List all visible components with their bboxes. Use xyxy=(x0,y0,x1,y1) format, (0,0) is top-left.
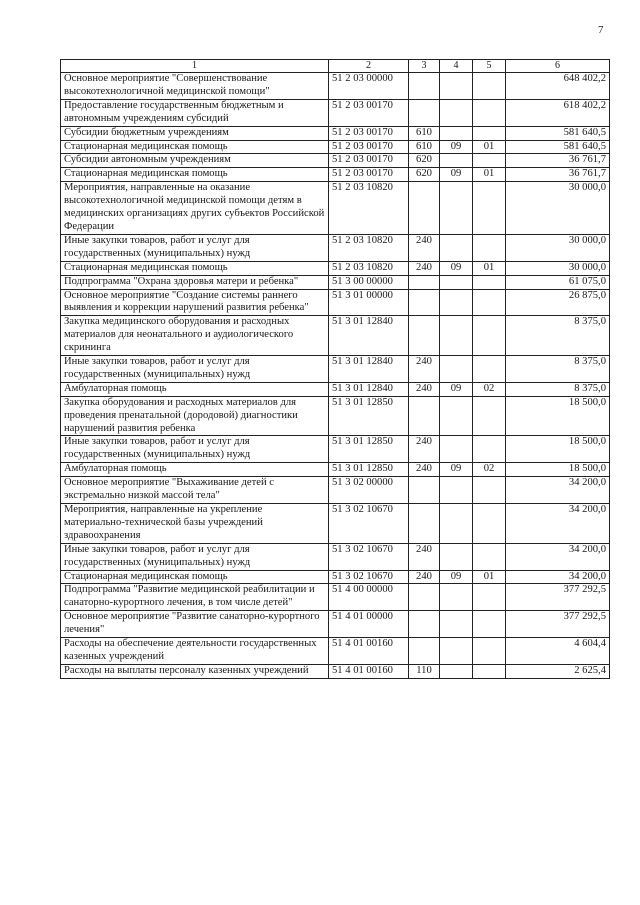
row-amount-cell: 30 000,0 xyxy=(506,182,610,235)
column-header-expense-type: 3 xyxy=(409,60,440,73)
row-amount-cell: 2 625,4 xyxy=(506,664,610,678)
row-expense-type-cell xyxy=(409,275,440,289)
row-code-cell: 51 4 01 00000 xyxy=(329,611,409,638)
row-subsection-cell xyxy=(473,543,506,570)
column-header-section: 4 xyxy=(440,60,473,73)
row-name-cell: Закупка оборудования и расходных материалов для проведения пренатальной (дородовой) диагностики нарушений развития ребенка xyxy=(61,396,329,436)
row-code-cell: 51 2 03 10820 xyxy=(329,234,409,261)
table-row xyxy=(61,463,610,477)
row-name-cell: Иные закупки товаров, работ и услуг для государственных (муниципальных) нужд xyxy=(61,356,329,383)
row-section-cell: 09 xyxy=(440,261,473,275)
row-section-cell xyxy=(440,477,473,504)
row-section-cell xyxy=(440,584,473,611)
row-name-cell: Амбулаторная помощь xyxy=(61,382,329,396)
row-subsection-cell xyxy=(473,504,506,544)
row-subsection-cell xyxy=(473,316,506,356)
row-expense-type-cell xyxy=(409,638,440,665)
row-section-cell xyxy=(440,73,473,100)
row-name-cell: Стационарная медицинская помощь xyxy=(61,140,329,154)
row-section-cell xyxy=(440,638,473,665)
table-row xyxy=(61,382,610,396)
table-row xyxy=(61,154,610,168)
row-code-cell: 51 4 01 00160 xyxy=(329,638,409,665)
row-name-cell: Стационарная медицинская помощь xyxy=(61,168,329,182)
row-amount-cell: 34 200,0 xyxy=(506,570,610,584)
row-section-cell xyxy=(440,611,473,638)
row-amount-cell: 36 761,7 xyxy=(506,154,610,168)
row-code-cell: 51 4 00 00000 xyxy=(329,584,409,611)
row-code-cell: 51 3 01 12840 xyxy=(329,316,409,356)
row-amount-cell: 34 200,0 xyxy=(506,504,610,544)
row-amount-cell: 26 875,0 xyxy=(506,289,610,316)
row-code-cell: 51 2 03 00170 xyxy=(329,126,409,140)
row-code-cell: 51 3 00 00000 xyxy=(329,275,409,289)
row-name-cell: Закупка медицинского оборудования и расходных материалов для неонатального и аудиологического скрининга xyxy=(61,316,329,356)
row-amount-cell: 18 500,0 xyxy=(506,396,610,436)
table-row xyxy=(61,261,610,275)
row-section-cell xyxy=(440,356,473,383)
row-section-cell: 09 xyxy=(440,382,473,396)
row-name-cell: Расходы на выплаты персоналу казенных учреждений xyxy=(61,664,329,678)
row-subsection-cell xyxy=(473,99,506,126)
row-code-cell: 51 3 01 12850 xyxy=(329,396,409,436)
row-expense-type-cell xyxy=(409,182,440,235)
row-name-cell: Амбулаторная помощь xyxy=(61,463,329,477)
row-expense-type-cell xyxy=(409,99,440,126)
row-amount-cell: 30 000,0 xyxy=(506,261,610,275)
row-expense-type-cell xyxy=(409,289,440,316)
row-code-cell: 51 4 01 00160 xyxy=(329,664,409,678)
row-code-cell: 51 2 03 00000 xyxy=(329,73,409,100)
row-amount-cell: 61 075,0 xyxy=(506,275,610,289)
row-subsection-cell xyxy=(473,356,506,383)
budget-table xyxy=(60,59,610,679)
row-section-cell xyxy=(440,504,473,544)
row-section-cell xyxy=(440,436,473,463)
row-name-cell: Стационарная медицинская помощь xyxy=(61,570,329,584)
row-name-cell: Стационарная медицинская помощь xyxy=(61,261,329,275)
row-subsection-cell xyxy=(473,584,506,611)
row-expense-type-cell xyxy=(409,477,440,504)
row-name-cell: Субсидии автономным учреждениям xyxy=(61,154,329,168)
row-amount-cell: 648 402,2 xyxy=(506,73,610,100)
table-row xyxy=(61,168,610,182)
table-row xyxy=(61,543,610,570)
column-header-subsection: 5 xyxy=(473,60,506,73)
row-section-cell xyxy=(440,234,473,261)
row-section-cell xyxy=(440,182,473,235)
row-section-cell xyxy=(440,126,473,140)
row-subsection-cell xyxy=(473,436,506,463)
row-amount-cell: 618 402,2 xyxy=(506,99,610,126)
row-amount-cell: 8 375,0 xyxy=(506,382,610,396)
row-amount-cell: 581 640,5 xyxy=(506,126,610,140)
column-header-code: 2 xyxy=(329,60,409,73)
table-row xyxy=(61,234,610,261)
table-row xyxy=(61,436,610,463)
row-name-cell: Подпрограмма "Охрана здоровья матери и ребенка" xyxy=(61,275,329,289)
row-subsection-cell xyxy=(473,638,506,665)
row-expense-type-cell xyxy=(409,611,440,638)
row-code-cell: 51 3 01 12840 xyxy=(329,382,409,396)
row-amount-cell: 581 640,5 xyxy=(506,140,610,154)
row-section-cell xyxy=(440,316,473,356)
row-name-cell: Иные закупки товаров, работ и услуг для государственных (муниципальных) нужд xyxy=(61,234,329,261)
row-name-cell: Мероприятия, направленные на укрепление материально-технической базы учреждений здравоохранения xyxy=(61,504,329,544)
row-code-cell: 51 3 01 12840 xyxy=(329,356,409,383)
row-code-cell: 51 3 02 00000 xyxy=(329,477,409,504)
row-expense-type-cell xyxy=(409,504,440,544)
table-row xyxy=(61,73,610,100)
row-amount-cell: 34 200,0 xyxy=(506,543,610,570)
row-expense-type-cell: 620 xyxy=(409,168,440,182)
row-name-cell: Иные закупки товаров, работ и услуг для государственных (муниципальных) нужд xyxy=(61,543,329,570)
row-amount-cell: 377 292,5 xyxy=(506,611,610,638)
row-section-cell xyxy=(440,289,473,316)
row-subsection-cell xyxy=(473,289,506,316)
row-expense-type-cell: 240 xyxy=(409,356,440,383)
row-expense-type-cell: 240 xyxy=(409,436,440,463)
row-expense-type-cell: 610 xyxy=(409,126,440,140)
row-amount-cell: 18 500,0 xyxy=(506,463,610,477)
row-code-cell: 51 3 02 10670 xyxy=(329,570,409,584)
row-expense-type-cell: 240 xyxy=(409,261,440,275)
row-code-cell: 51 2 03 10820 xyxy=(329,261,409,275)
row-expense-type-cell: 110 xyxy=(409,664,440,678)
row-code-cell: 51 3 01 00000 xyxy=(329,289,409,316)
row-subsection-cell xyxy=(473,664,506,678)
row-code-cell: 51 3 01 12850 xyxy=(329,463,409,477)
table-row xyxy=(61,477,610,504)
row-name-cell: Основное мероприятие "Выхаживание детей с экстремально низкой массой тела" xyxy=(61,477,329,504)
row-name-cell: Расходы на обеспечение деятельности государственных казенных учреждений xyxy=(61,638,329,665)
row-code-cell: 51 2 03 10820 xyxy=(329,182,409,235)
table-row xyxy=(61,584,610,611)
row-expense-type-cell: 240 xyxy=(409,382,440,396)
row-amount-cell: 34 200,0 xyxy=(506,477,610,504)
row-section-cell xyxy=(440,396,473,436)
row-expense-type-cell xyxy=(409,584,440,611)
row-subsection-cell xyxy=(473,73,506,100)
table-row xyxy=(61,396,610,436)
header-row xyxy=(61,60,610,73)
row-section-cell: 09 xyxy=(440,168,473,182)
row-code-cell: 51 3 02 10670 xyxy=(329,543,409,570)
table-row xyxy=(61,356,610,383)
row-code-cell: 51 2 03 00170 xyxy=(329,99,409,126)
row-subsection-cell xyxy=(473,611,506,638)
row-expense-type-cell: 610 xyxy=(409,140,440,154)
row-section-cell: 09 xyxy=(440,463,473,477)
row-code-cell: 51 3 01 12850 xyxy=(329,436,409,463)
row-code-cell: 51 2 03 00170 xyxy=(329,168,409,182)
row-section-cell xyxy=(440,543,473,570)
table-row xyxy=(61,664,610,678)
row-subsection-cell xyxy=(473,182,506,235)
row-amount-cell: 8 375,0 xyxy=(506,356,610,383)
row-expense-type-cell: 240 xyxy=(409,463,440,477)
table-row xyxy=(61,140,610,154)
row-section-cell xyxy=(440,275,473,289)
table-row xyxy=(61,99,610,126)
row-expense-type-cell: 240 xyxy=(409,570,440,584)
row-subsection-cell xyxy=(473,396,506,436)
row-expense-type-cell xyxy=(409,73,440,100)
row-section-cell: 09 xyxy=(440,140,473,154)
row-name-cell: Мероприятия, направленные на оказание высокотехнологичной медицинской помощи детям в медицинских организациях других субъектов Российской Федерации xyxy=(61,182,329,235)
row-subsection-cell: 01 xyxy=(473,168,506,182)
table-row xyxy=(61,638,610,665)
row-code-cell: 51 2 03 00170 xyxy=(329,140,409,154)
row-name-cell: Подпрограмма "Развитие медицинской реабилитации и санаторно-курортного лечения, в том числе детей" xyxy=(61,584,329,611)
row-expense-type-cell: 620 xyxy=(409,154,440,168)
row-name-cell: Основное мероприятие "Совершенствование высокотехнологичной медицинской помощи" xyxy=(61,73,329,100)
row-section-cell xyxy=(440,99,473,126)
row-subsection-cell xyxy=(473,234,506,261)
row-name-cell: Основное мероприятие "Создание системы раннего выявления и коррекции нарушений развития ребенка" xyxy=(61,289,329,316)
column-header-name: 1 xyxy=(61,60,329,73)
row-subsection-cell: 01 xyxy=(473,140,506,154)
row-name-cell: Основное мероприятие "Развитие санаторно-курортного лечения" xyxy=(61,611,329,638)
table-row xyxy=(61,316,610,356)
row-subsection-cell: 02 xyxy=(473,463,506,477)
row-subsection-cell xyxy=(473,154,506,168)
row-name-cell: Иные закупки товаров, работ и услуг для государственных (муниципальных) нужд xyxy=(61,436,329,463)
row-amount-cell: 30 000,0 xyxy=(506,234,610,261)
row-code-cell: 51 3 02 10670 xyxy=(329,504,409,544)
row-section-cell: 09 xyxy=(440,570,473,584)
row-subsection-cell xyxy=(473,477,506,504)
row-expense-type-cell xyxy=(409,396,440,436)
row-amount-cell: 377 292,5 xyxy=(506,584,610,611)
row-subsection-cell: 01 xyxy=(473,570,506,584)
table-row xyxy=(61,126,610,140)
row-subsection-cell xyxy=(473,126,506,140)
row-amount-cell: 8 375,0 xyxy=(506,316,610,356)
row-amount-cell: 4 604,4 xyxy=(506,638,610,665)
row-subsection-cell: 02 xyxy=(473,382,506,396)
row-name-cell: Субсидии бюджетным учреждениям xyxy=(61,126,329,140)
row-expense-type-cell: 240 xyxy=(409,543,440,570)
table-row xyxy=(61,570,610,584)
table-row xyxy=(61,504,610,544)
row-name-cell: Предоставление государственным бюджетным и автономным учреждениям субсидий xyxy=(61,99,329,126)
row-code-cell: 51 2 03 00170 xyxy=(329,154,409,168)
column-header-amount: 6 xyxy=(506,60,610,73)
row-section-cell xyxy=(440,664,473,678)
page-number: 7 xyxy=(598,24,604,36)
table-row xyxy=(61,182,610,235)
row-expense-type-cell xyxy=(409,316,440,356)
table-row xyxy=(61,275,610,289)
row-expense-type-cell: 240 xyxy=(409,234,440,261)
row-section-cell xyxy=(440,154,473,168)
table-row xyxy=(61,611,610,638)
row-amount-cell: 36 761,7 xyxy=(506,168,610,182)
table-row xyxy=(61,289,610,316)
row-subsection-cell: 01 xyxy=(473,261,506,275)
row-subsection-cell xyxy=(473,275,506,289)
row-amount-cell: 18 500,0 xyxy=(506,436,610,463)
